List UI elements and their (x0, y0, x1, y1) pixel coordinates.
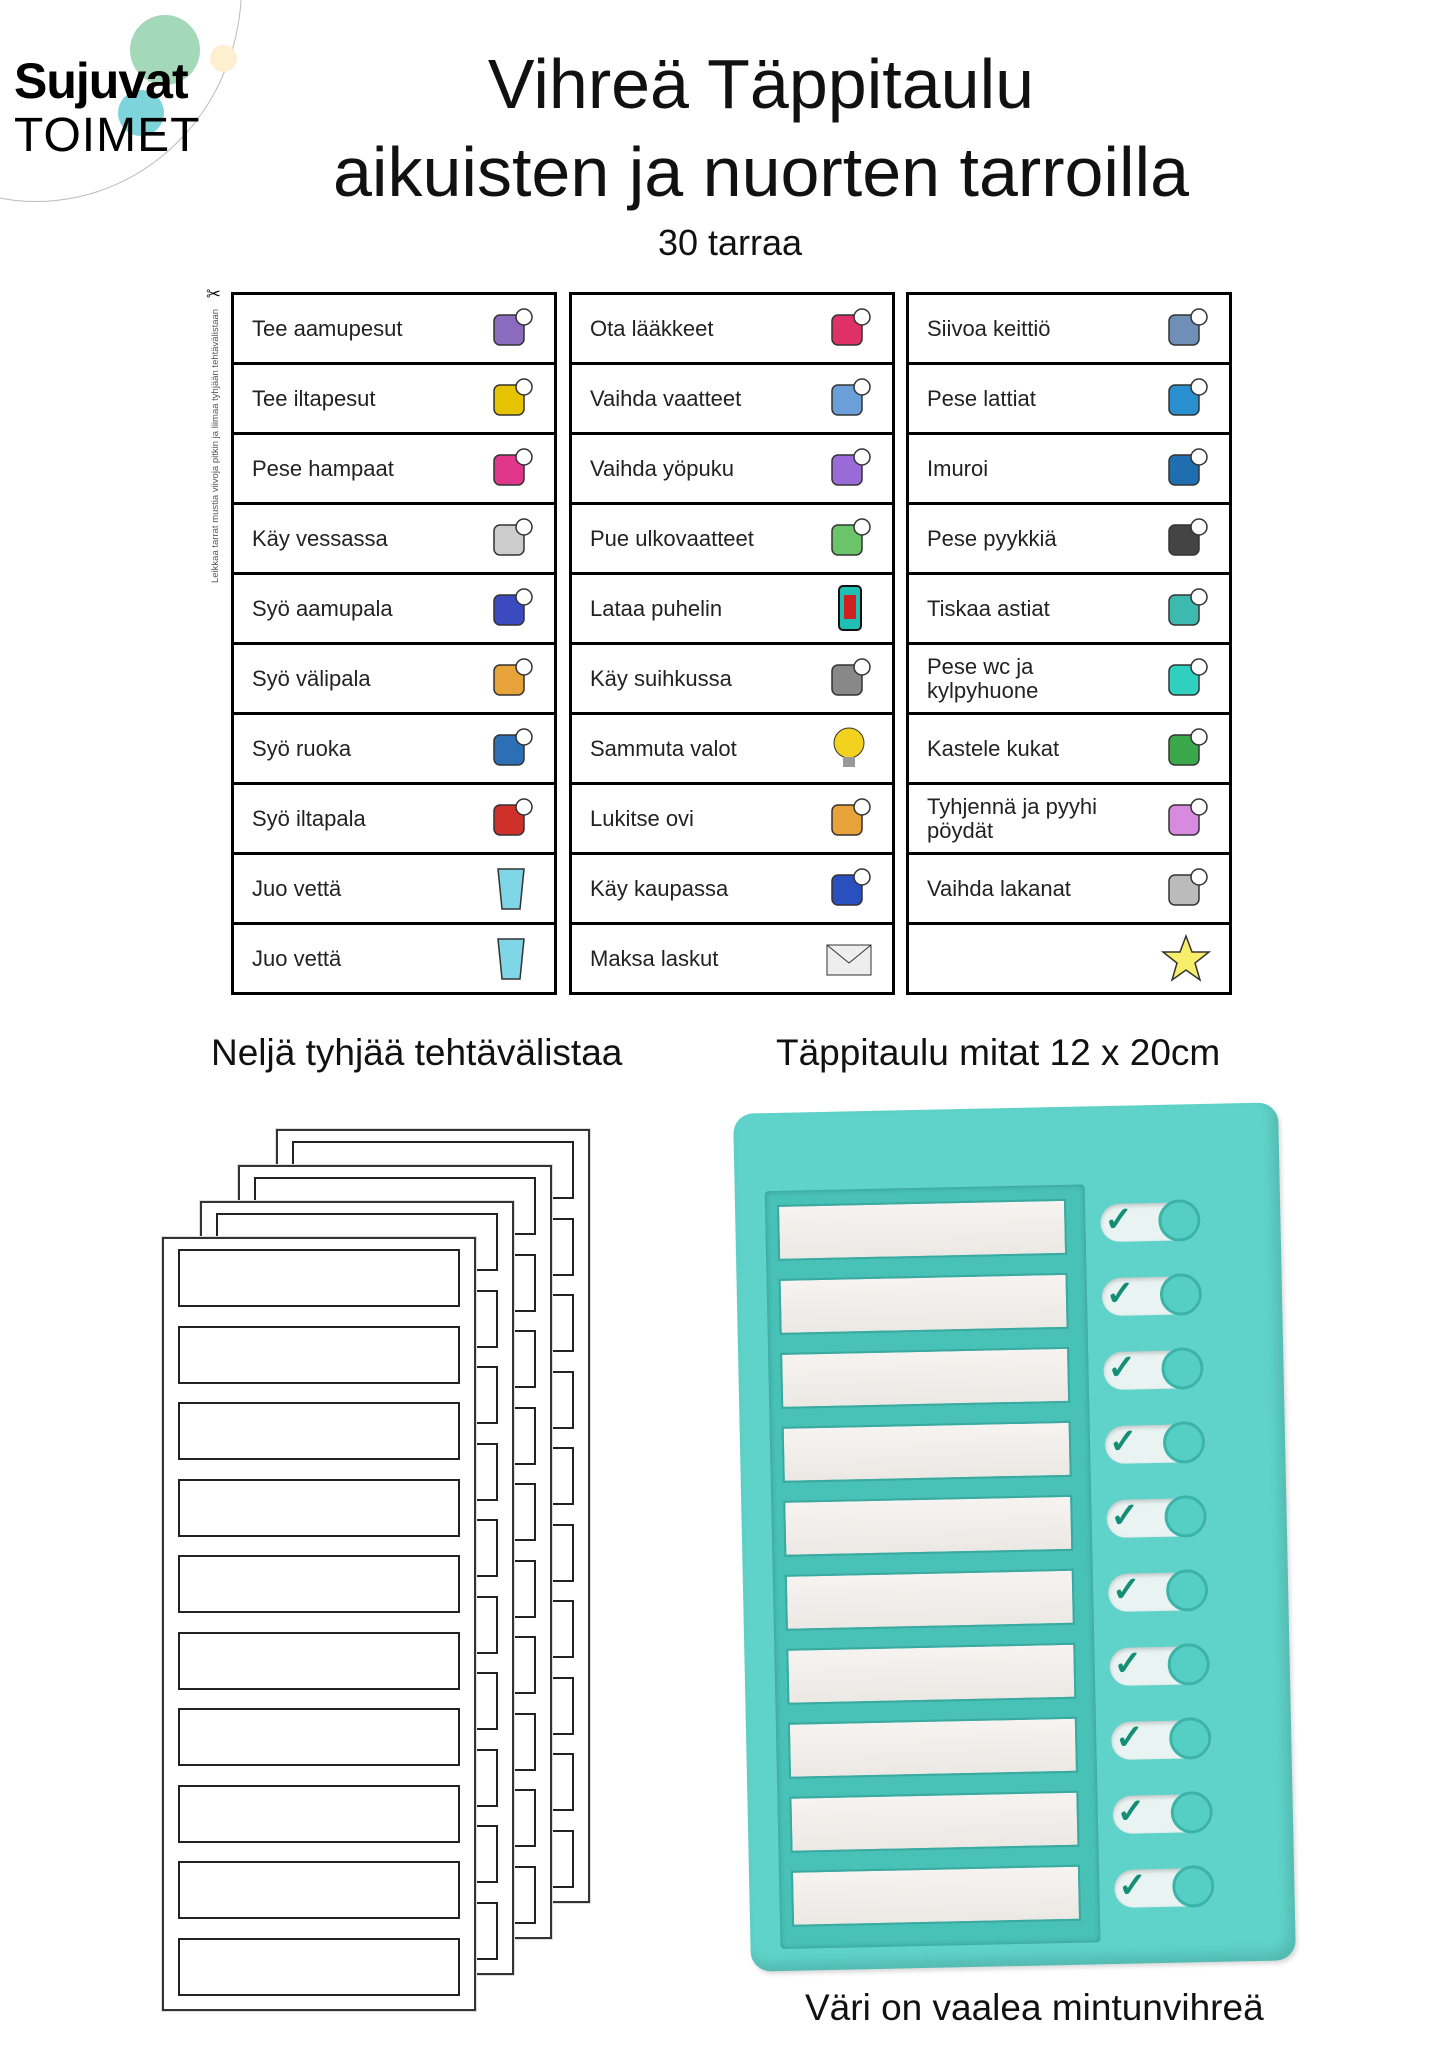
board-task-slot (780, 1347, 1070, 1409)
sticker (234, 365, 554, 435)
sticker-label: Lukitse ovi (590, 805, 694, 831)
checkmark-icon: ✓ (1103, 1200, 1134, 1240)
phone-icon (822, 583, 876, 633)
toilet-icon (484, 513, 538, 563)
sticker (572, 575, 892, 645)
sticker-label: Vaihda lakanat (927, 875, 1071, 901)
sticker (234, 435, 554, 505)
sink-icon (484, 373, 538, 423)
clothes-icon (822, 373, 876, 423)
board-task-slot (789, 1791, 1079, 1853)
water-glass-icon (484, 863, 538, 913)
caption-color-note: Väri on vaalea mintunvihreä (805, 1987, 1264, 2028)
logo-word-sujuvat: Sujuvat (14, 53, 188, 109)
star-icon (1159, 933, 1213, 983)
sticker (909, 365, 1229, 435)
sticker-label: Ota lääkkeet (590, 315, 714, 341)
jacket-icon (822, 513, 876, 563)
sticker-label: Juo vettä (252, 875, 342, 901)
board-done-slider[interactable] (1112, 1794, 1213, 1834)
sticker-label: Tee aamupesut (252, 315, 403, 341)
caption-blank-lists: Neljä tyhjää tehtävälistaa (211, 1032, 623, 1073)
blank-task-list-sheet (162, 1237, 476, 2011)
board-task-slot (785, 1569, 1075, 1631)
sticker-label: Käy kaupassa (590, 875, 729, 901)
shower-icon (822, 653, 876, 703)
toothbrush-icon (484, 443, 538, 493)
sticker-label: Käy suihkussa (590, 665, 732, 691)
blank-task-row (178, 1861, 460, 1919)
sticker-label: Syö ruoka (252, 735, 352, 761)
sticker-label: Tee iltapesut (252, 385, 376, 411)
pajamas-icon (822, 443, 876, 493)
sink-icon (484, 303, 538, 353)
title-line-1: Vihreä Täppitaulu (487, 45, 1035, 123)
sticker (234, 645, 554, 715)
caption-board-size: Täppitaulu mitat 12 x 20cm (776, 1032, 1221, 1073)
slider-knob[interactable] (1170, 1791, 1213, 1834)
sticker (572, 505, 892, 575)
sticker-label: Syö iltapala (252, 805, 366, 831)
slider-knob[interactable] (1167, 1643, 1210, 1686)
bed-icon (1159, 863, 1213, 913)
sticker-label: Kastele kukat (927, 735, 1060, 761)
slider-knob[interactable] (1161, 1347, 1204, 1390)
logo-word-toimet: TOIMET (14, 109, 201, 162)
dish-brush-icon (1159, 583, 1213, 633)
sticker-label: Pese pyykkiä (927, 525, 1057, 551)
sticker (909, 785, 1229, 855)
meal-plate-icon (484, 723, 538, 773)
board-task-slot (783, 1495, 1073, 1557)
pills-icon (822, 303, 876, 353)
board-done-slider[interactable] (1114, 1868, 1215, 1908)
sticker-column-2 (569, 292, 895, 995)
blank-task-row (178, 1402, 460, 1460)
sticker (909, 575, 1229, 645)
sticker-label: Tyhjennä ja pyyhi pöydät (927, 793, 1097, 843)
sticker-label: Maksa laskut (590, 945, 719, 971)
board-task-slot (777, 1199, 1067, 1261)
sticker-label: Pese wc ja kylpyhuone (927, 653, 1039, 703)
slider-knob[interactable] (1160, 1273, 1203, 1316)
blank-task-row (178, 1632, 460, 1690)
blank-task-row (178, 1479, 460, 1537)
blank-task-row (178, 1326, 460, 1384)
sticker (909, 435, 1229, 505)
slider-knob[interactable] (1172, 1865, 1215, 1908)
checkmark-icon: ✓ (1108, 1422, 1138, 1461)
sticker-label: Imuroi (927, 455, 989, 481)
blank-task-row (178, 1938, 460, 1996)
sticker (909, 295, 1229, 365)
sticker-label: Siivoa keittiö (927, 315, 1051, 341)
sticker-label: Pese hampaat (252, 455, 394, 481)
sticker-label: Vaihda vaatteet (590, 385, 742, 411)
board-slot-area (765, 1184, 1101, 1949)
sticker (572, 715, 892, 785)
sticker (572, 645, 892, 715)
slider-knob[interactable] (1169, 1717, 1212, 1760)
checkmark-icon: ✓ (1117, 1866, 1148, 1905)
board-task-slot (788, 1717, 1078, 1779)
blank-task-row (178, 1785, 460, 1843)
subtitle: 30 tarraa (657, 222, 803, 263)
sticker-label: Pese lattiat (927, 385, 1036, 411)
sticker-label: Sammuta valot (590, 735, 737, 761)
sticker (909, 715, 1229, 785)
cereal-bowl-icon (484, 583, 538, 633)
sticker-label: Syö välipala (252, 665, 371, 691)
sticker-label: Vaihda yöpuku (590, 455, 734, 481)
title-line-2: aikuisten ja nuorten tarroilla (332, 133, 1190, 211)
sticker-label: Käy vessassa (252, 525, 388, 551)
lightbulb-icon (822, 723, 876, 773)
sticker (572, 925, 892, 995)
board-done-slider[interactable] (1102, 1276, 1203, 1316)
envelope-icon (822, 933, 876, 983)
sticker (234, 925, 554, 995)
sticker (909, 645, 1229, 715)
sticker-label: Lataa puhelin (590, 595, 723, 621)
plant-icon (1159, 723, 1213, 773)
peg-board (733, 1102, 1296, 1971)
shop-icon (822, 863, 876, 913)
board-done-slider[interactable] (1100, 1202, 1201, 1242)
blank-task-row (178, 1555, 460, 1613)
bathroom-icon (1159, 653, 1213, 703)
sticker-label: Tiskaa astiat (927, 595, 1050, 621)
checkmark-icon: ✓ (1111, 1570, 1142, 1609)
checkmark-icon: ✓ (1113, 1644, 1143, 1683)
board-done-slider[interactable] (1106, 1498, 1207, 1538)
soup-bowl-icon (484, 793, 538, 843)
checkmark-icon: ✓ (1114, 1718, 1145, 1757)
blank-task-row (178, 1708, 460, 1766)
sticker (572, 365, 892, 435)
board-task-slot (779, 1273, 1069, 1335)
sticker (572, 855, 892, 925)
board-task-slot (791, 1865, 1081, 1927)
board-done-slider[interactable] (1109, 1646, 1210, 1686)
checkmark-icon: ✓ (1116, 1792, 1146, 1831)
sticker (234, 785, 554, 855)
sticker (234, 295, 554, 365)
mop-icon (1159, 373, 1213, 423)
board-done-slider[interactable] (1108, 1572, 1209, 1612)
vacuum-icon (1159, 443, 1213, 493)
slider-knob[interactable] (1158, 1199, 1201, 1242)
blank-task-row (178, 1249, 460, 1307)
slider-knob[interactable] (1164, 1495, 1207, 1538)
sticker (909, 505, 1229, 575)
sticker (234, 575, 554, 645)
board-task-slot (782, 1421, 1072, 1483)
sticker-label: Juo vettä (252, 945, 342, 971)
scissors-icon: ✂ (206, 284, 222, 304)
sticker-label: Syö aamupala (252, 595, 393, 621)
sandwich-icon (484, 653, 538, 703)
sticker (572, 435, 892, 505)
checkmark-icon: ✓ (1107, 1348, 1137, 1388)
kitchen-icon (1159, 303, 1213, 353)
key-icon (822, 793, 876, 843)
sticker (572, 295, 892, 365)
water-glass-icon (484, 933, 538, 983)
washing-machine-icon (1159, 513, 1213, 563)
sticker-column-1 (231, 292, 557, 995)
checkmark-icon: ✓ (1110, 1496, 1140, 1535)
sticker-label: Pue ulkovaatteet (590, 525, 754, 551)
board-done-slider[interactable] (1103, 1350, 1204, 1390)
board-done-slider[interactable] (1111, 1720, 1212, 1760)
sticker (234, 505, 554, 575)
spray-bottle-icon (1159, 793, 1213, 843)
sticker (909, 925, 1229, 995)
slider-knob[interactable] (1166, 1569, 1209, 1612)
sticker (234, 715, 554, 785)
sticker (572, 785, 892, 855)
sticker (234, 855, 554, 925)
cut-instruction: Leikkaa tarrat mustia viivoja pitkin ja liimaa tyhjään tehtävälistaan (210, 308, 221, 583)
checkmark-icon: ✓ (1105, 1274, 1135, 1314)
board-task-slot (786, 1643, 1076, 1705)
sticker-column-3 (906, 292, 1232, 995)
board-done-slider[interactable] (1105, 1424, 1206, 1464)
sticker (909, 855, 1229, 925)
slider-knob[interactable] (1163, 1421, 1206, 1464)
